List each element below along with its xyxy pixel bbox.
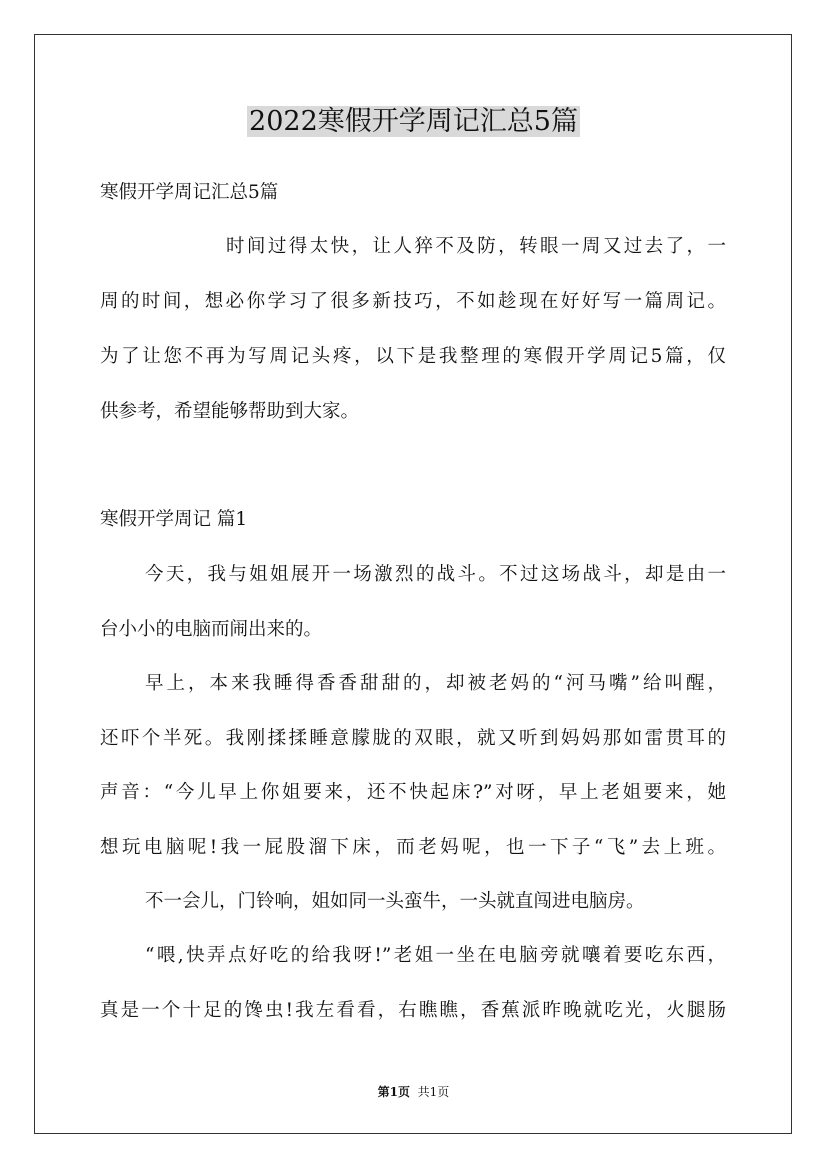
document-title-text: 2022寒假开学周记汇总5篇: [249, 106, 578, 137]
body-line: 不一会儿，门铃响，姐如同一头蛮牛，一头就直闯进电脑房。: [145, 891, 645, 912]
document-subtitle: 寒假开学周记汇总5篇: [100, 182, 279, 203]
intro-line: 时间过得太快，让人猝不及防，转眼一周又过去了，一: [226, 236, 726, 257]
intro-line: 周的时间，想必你学习了很多新技巧，不如趁现在好好写一篇周记。: [100, 291, 726, 312]
document-title: [0, 104, 827, 140]
page-total: 共1页: [417, 1085, 450, 1099]
intro-line: 供参考，希望能够帮助到大家。: [100, 401, 360, 422]
body-line: 声音：“今儿早上你姐要来，还不快起床?”对呀，早上老姐要来，她: [100, 782, 726, 803]
body-line: 台小小的电脑而闹出来的。: [100, 619, 323, 640]
page-footer: [0, 1084, 827, 1100]
body-line: 今天，我与姐姐展开一场激烈的战斗。不过这场战斗，却是由一: [145, 564, 726, 585]
body-line: “喂,快弄点好吃的给我呀!”老姐一坐在电脑旁就嚷着要吃东西，: [145, 945, 726, 966]
body-line: 还吓个半死。我刚揉揉睡意朦胧的双眼，就又听到妈妈那如雷贯耳的: [100, 728, 726, 749]
section-heading: 寒假开学周记 篇1: [100, 509, 248, 530]
body-line: 早上，本来我睡得香香甜甜的，却被老妈的“河马嘴”给叫醒，: [145, 673, 726, 694]
intro-line: 为了让您不再为写周记头疼，以下是我整理的寒假开学周记5篇，仅: [100, 346, 726, 367]
body-line: 想玩电脑呢!我一屁股溜下床，而老妈呢，也一下子“飞”去上班。: [100, 837, 726, 858]
page-number: 第1页: [377, 1085, 411, 1099]
body-line: 真是一个十足的馋虫!我左看看，右瞧瞧，香蕉派昨晚就吃光，火腿肠: [100, 1000, 726, 1021]
